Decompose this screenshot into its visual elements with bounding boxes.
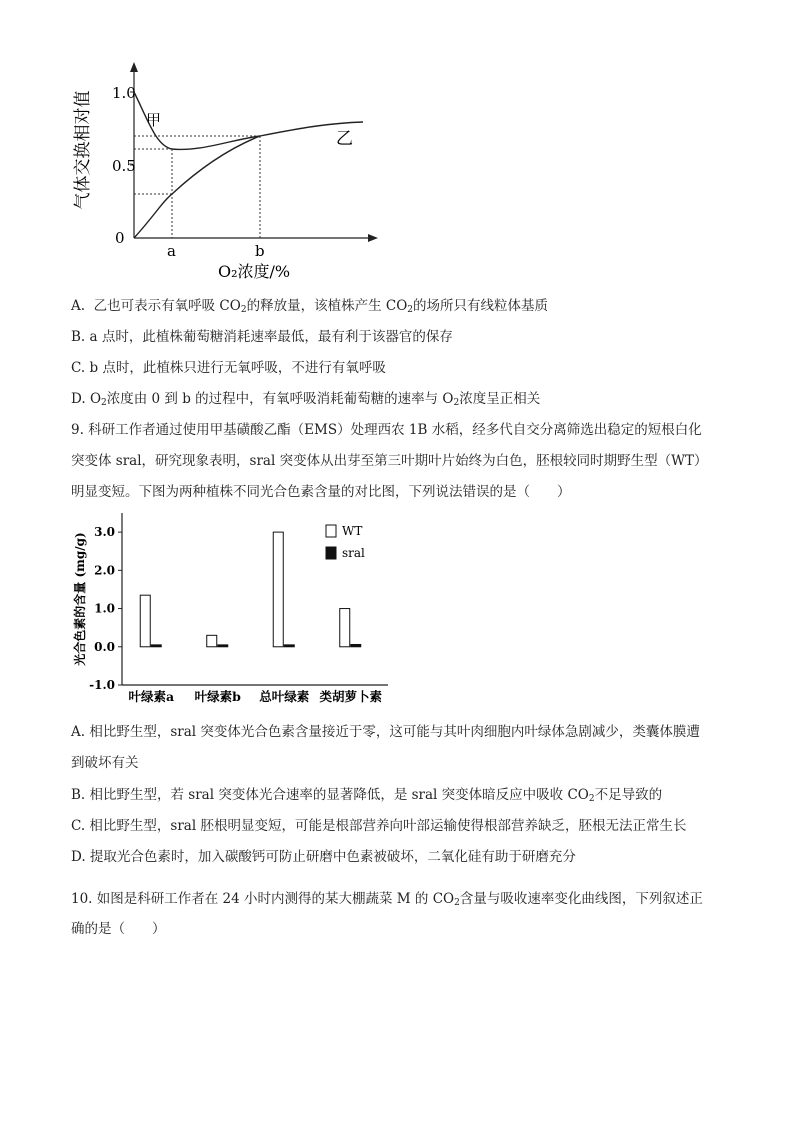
- q9-stem-line1: 9. 科研工作者通过使用甲基磺酸乙酯（EMS）处理西农 1B 水稻，经多代自交分离筛选出稳定的短根白化: [71, 422, 702, 438]
- bar-sral-1: [218, 645, 228, 647]
- curve-yi: [134, 122, 363, 238]
- x-tick-a: a: [167, 242, 176, 260]
- y-tick-label: 2.0: [94, 563, 115, 578]
- y-tick-0: 0: [115, 229, 125, 247]
- y-axis-label: 光合色素的含量 (mg/g): [73, 532, 87, 666]
- y-tick-label: 1.0: [94, 601, 115, 616]
- bar-sral-2: [284, 645, 294, 647]
- q9-option-a-line1: A. 相比野生型，sral 突变体光合色素含量接近于零，这可能与其叶肉细胞内叶绿体急剧减少，类囊体膜遭: [71, 724, 700, 740]
- q9-stem-line2: 突变体 sral，研究现象表明，sral 突变体从出芽至第三叶期叶片始终为白色，胚根较同时期野生型（WT）: [71, 453, 708, 469]
- bar-WT-1: [207, 635, 217, 646]
- legend-swatch-sral: [326, 547, 336, 559]
- q10-stem-line2: 确的是（ ）: [71, 921, 166, 937]
- y-tick-label: 3.0: [94, 525, 115, 540]
- gas-exchange-figure: [60, 60, 390, 285]
- q9-option-d: D. 提取光合色素时，加入碳酸钙可防止研磨中色素被破坏，二氧化硅有助于研磨充分: [71, 849, 576, 865]
- x-category-label: 叶绿素b: [194, 689, 241, 704]
- q9-stem-line3: 明显变短。下图为两种植株不同光合色素含量的对比图，下列说法错误的是（ ）: [71, 484, 571, 500]
- bar-sral-3: [351, 644, 361, 646]
- q8-option-a: A. 乙也可表示有氧呼吸 $CO_2$的释放量，该植株产生 $CO_2$的场所只有线粒体基质: [71, 298, 549, 315]
- curve-jia-label: 甲: [146, 111, 162, 129]
- x-category-label: 总叶绿素: [259, 689, 310, 704]
- y-tick-label: 0.0: [94, 639, 115, 654]
- legend-label-sral: sral: [342, 546, 365, 560]
- bar-WT-3: [340, 609, 350, 647]
- q8-option-b: B. a 点时，此植株葡萄糖消耗速率最低，最有利于该器官的保存: [71, 329, 453, 345]
- q10-stem-line1: 10. 如图是科研工作者在 24 小时内测得的某大棚蔬菜 M 的 $CO_2$含量与吸收速率变化曲线图，下列叙述正: [71, 891, 703, 908]
- x-axis-label: O₂浓度/%: [218, 262, 291, 281]
- curve-yi-label: 乙: [336, 129, 353, 149]
- q8-option-d: D. $O_2$浓度由 0 到 b 的过程中，有氧呼吸消耗葡萄糖的速率与 $O_2$浓度呈正相关: [71, 391, 541, 408]
- legend-swatch-WT: [326, 525, 336, 537]
- pigment-bar-chart: [70, 505, 400, 715]
- x-tick-b: b: [255, 242, 265, 260]
- y-tick-label: -1.0: [89, 678, 115, 692]
- y-axis-label: 气体交换相对值: [73, 90, 93, 210]
- bar-sral-0: [151, 645, 161, 647]
- q9-option-c: C. 相比野生型，sral 胚根明显变短，可能是根部营养向叶部运输使得根部营养缺乏，胚根无法正常生长: [71, 818, 687, 834]
- legend-label-WT: WT: [342, 524, 363, 538]
- q9-option-a-line2: 到破坏有关: [71, 755, 139, 771]
- bar-WT-2: [273, 532, 283, 647]
- q8-option-c: C. b 点时，此植株只进行无氧呼吸，不进行有氧呼吸: [71, 360, 386, 376]
- y-tick-05: 0.5: [112, 157, 136, 175]
- x-category-label: 类胡萝卜素: [319, 689, 383, 704]
- q9-option-b: B. 相比野生型，若 sral 突变体光合速率的显著降低，是 sral 突变体暗反应中吸收 $CO_2$不足导致的: [71, 787, 663, 804]
- bar-WT-0: [140, 595, 150, 647]
- y-tick-1: 1.0: [112, 84, 136, 102]
- x-category-label: 叶绿素a: [128, 689, 175, 704]
